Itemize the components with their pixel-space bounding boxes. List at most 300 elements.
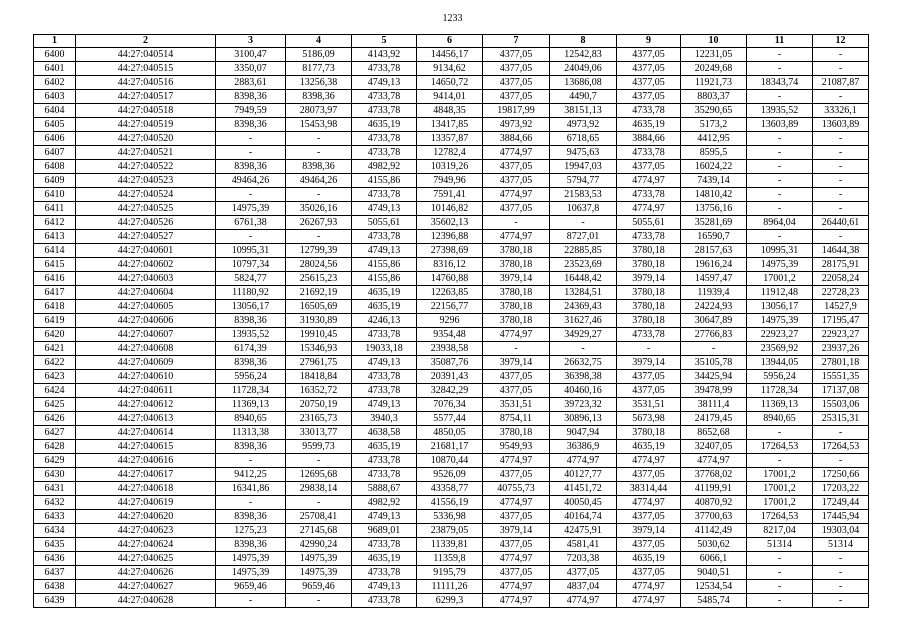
table-cell: 14975,39 <box>286 566 352 580</box>
table-cell: 24049,06 <box>550 62 617 76</box>
table-cell: 11939,4 <box>681 286 747 300</box>
table-cell: 4774,97 <box>483 146 550 160</box>
table-cell: 11369,13 <box>747 398 813 412</box>
table-cell: 27961,75 <box>286 356 352 370</box>
table-cell: - <box>747 62 813 76</box>
table-cell: - <box>216 454 286 468</box>
table-cell: - <box>617 342 681 356</box>
table-cell: 4774,97 <box>483 496 550 510</box>
table-row <box>34 62 869 76</box>
table-cell: 13056,17 <box>747 300 813 314</box>
table-cell: 26440,61 <box>813 216 869 230</box>
table-cell: 5055,61 <box>617 216 681 230</box>
column-header: 3 <box>216 35 286 48</box>
table-cell: 26267,93 <box>286 216 352 230</box>
table-cell: 44:27:040520 <box>76 132 216 146</box>
table-cell: 38111,4 <box>681 398 747 412</box>
table-cell: 11921,73 <box>681 76 747 90</box>
table-cell: 31930,89 <box>286 314 352 328</box>
table-cell: 3780,18 <box>617 314 681 328</box>
table-cell: 44:27:040623 <box>76 524 216 538</box>
table-cell: 44:27:040514 <box>76 48 216 62</box>
table-cell: 30647,89 <box>681 314 747 328</box>
table-cell: 44:27:040616 <box>76 454 216 468</box>
table-cell: - <box>216 496 286 510</box>
table-row <box>34 538 869 552</box>
table-cell: 5794,77 <box>550 174 617 188</box>
table-cell: 23879,05 <box>417 524 483 538</box>
table-cell: 14975,39 <box>747 258 813 272</box>
table-cell: 27145,68 <box>286 524 352 538</box>
table-cell: - <box>286 496 352 510</box>
table-cell: - <box>747 202 813 216</box>
column-header: 5 <box>352 35 417 48</box>
column-header: 2 <box>76 35 216 48</box>
table-cell: 7076,34 <box>417 398 483 412</box>
table-cell: 17264,53 <box>747 440 813 454</box>
table-cell: 4635,19 <box>352 286 417 300</box>
table-cell: 6426 <box>34 412 76 426</box>
table-cell: 12799,39 <box>286 244 352 258</box>
table-cell: 41142,49 <box>681 524 747 538</box>
table-cell: 4733,78 <box>352 188 417 202</box>
table-cell: 4982,92 <box>352 496 417 510</box>
table-cell: 9354,48 <box>417 328 483 342</box>
table-cell: 12231,05 <box>681 48 747 62</box>
table-cell: 4733,78 <box>617 328 681 342</box>
table-cell: 4155,86 <box>352 258 417 272</box>
table-cell: 4749,13 <box>352 76 417 90</box>
table-cell: 44:27:040515 <box>76 62 216 76</box>
table-cell: 9659,46 <box>216 580 286 594</box>
table-cell: 4774,97 <box>483 552 550 566</box>
table-cell: 12534,54 <box>681 580 747 594</box>
table-cell: 28157,63 <box>681 244 747 258</box>
table-cell: 16505,69 <box>286 300 352 314</box>
table-cell: 4377,05 <box>483 62 550 76</box>
table-cell: 22923,27 <box>747 328 813 342</box>
table-cell: 17001,2 <box>747 272 813 286</box>
table-cell: 6434 <box>34 524 76 538</box>
table-row <box>34 104 869 118</box>
table-cell: 4377,05 <box>617 510 681 524</box>
column-header: 12 <box>813 35 869 48</box>
table-cell: 8940,65 <box>216 412 286 426</box>
table-cell: 4733,78 <box>352 104 417 118</box>
table-cell: 6432 <box>34 496 76 510</box>
table-cell: 4581,41 <box>550 538 617 552</box>
table-cell: 37768,02 <box>681 468 747 482</box>
table-cell: 4635,19 <box>352 552 417 566</box>
table-cell: 4377,05 <box>617 370 681 384</box>
table-cell: 16352,72 <box>286 384 352 398</box>
table-cell: 44:27:040613 <box>76 412 216 426</box>
table-cell: 44:27:040609 <box>76 356 216 370</box>
table-cell: 15346,93 <box>286 342 352 356</box>
table-cell: 3979,14 <box>483 524 550 538</box>
table-cell: 4733,78 <box>352 230 417 244</box>
table-cell: 14527,9 <box>813 300 869 314</box>
table-cell: 11180,92 <box>216 286 286 300</box>
table-cell: 11369,13 <box>216 398 286 412</box>
table-cell: - <box>747 188 813 202</box>
table-cell: 4635,19 <box>352 300 417 314</box>
table-cell: 34929,27 <box>550 328 617 342</box>
table-cell: 19910,45 <box>286 328 352 342</box>
table-cell: 14975,39 <box>216 202 286 216</box>
table-cell: 44:27:040525 <box>76 202 216 216</box>
table-cell: 42990,24 <box>286 538 352 552</box>
table-cell: 3780,18 <box>617 258 681 272</box>
table-cell: - <box>813 230 869 244</box>
table-cell: 4850,05 <box>417 426 483 440</box>
table-cell: 4377,05 <box>617 48 681 62</box>
table-row <box>34 384 869 398</box>
table-cell: 25708,41 <box>286 510 352 524</box>
table-cell: 8177,73 <box>286 62 352 76</box>
table-cell: 5673,98 <box>617 412 681 426</box>
table-cell: 4774,97 <box>483 188 550 202</box>
table-cell: 22156,77 <box>417 300 483 314</box>
table-cell: 3780,18 <box>483 426 550 440</box>
table-cell: - <box>813 552 869 566</box>
table-row <box>34 146 869 160</box>
table-cell: 5336,98 <box>417 510 483 524</box>
table-cell: 4377,05 <box>550 566 617 580</box>
table-cell: 35281,69 <box>681 216 747 230</box>
table-cell: - <box>550 216 617 230</box>
column-header: 8 <box>550 35 617 48</box>
table-cell: 13603,89 <box>813 118 869 132</box>
table-cell: 44:27:040516 <box>76 76 216 90</box>
table-cell: 9047,94 <box>550 426 617 440</box>
table-cell: 44:27:040612 <box>76 398 216 412</box>
table-cell: - <box>747 552 813 566</box>
table-row <box>34 230 869 244</box>
table-cell: 6439 <box>34 594 76 608</box>
table-cell: 6424 <box>34 384 76 398</box>
table-cell: 12782,4 <box>417 146 483 160</box>
table-cell: 23523,69 <box>550 258 617 272</box>
table-cell: 6415 <box>34 258 76 272</box>
table-cell: 4774,97 <box>617 174 681 188</box>
table-cell: 4377,05 <box>617 160 681 174</box>
table-cell: 14975,39 <box>747 314 813 328</box>
table-cell: 23165,73 <box>286 412 352 426</box>
table-cell: 13284,51 <box>550 286 617 300</box>
table-cell: 28175,91 <box>813 258 869 272</box>
table-cell: 4377,05 <box>483 566 550 580</box>
table-cell: 3780,18 <box>617 286 681 300</box>
table-cell: 23938,58 <box>417 342 483 356</box>
table-cell: - <box>813 454 869 468</box>
table-cell: 3979,14 <box>617 524 681 538</box>
table-row <box>34 272 869 286</box>
table-cell: 4733,78 <box>352 90 417 104</box>
table-cell: 16341,86 <box>216 482 286 496</box>
table-cell: 4774,97 <box>681 454 747 468</box>
table-cell: 7949,96 <box>417 174 483 188</box>
table-cell: 6438 <box>34 580 76 594</box>
table-cell: 17250,66 <box>813 468 869 482</box>
table-cell: 4377,05 <box>483 160 550 174</box>
table-cell: 4733,78 <box>352 468 417 482</box>
table-cell: 9526,09 <box>417 468 483 482</box>
table-cell: - <box>216 146 286 160</box>
table-cell: 14810,42 <box>681 188 747 202</box>
table-cell: 3780,18 <box>483 258 550 272</box>
table-cell: 4635,19 <box>617 552 681 566</box>
table-cell: 4733,78 <box>352 594 417 608</box>
table-row <box>34 76 869 90</box>
table-cell: 15503,06 <box>813 398 869 412</box>
table-cell: 6174,39 <box>216 342 286 356</box>
table-cell: 44:27:040522 <box>76 160 216 174</box>
table-cell: 8964,04 <box>747 216 813 230</box>
table-cell: 13935,52 <box>216 328 286 342</box>
table-cell: 6401 <box>34 62 76 76</box>
table-cell: 6428 <box>34 440 76 454</box>
table-cell: 4377,05 <box>617 538 681 552</box>
table-cell: 44:27:040519 <box>76 118 216 132</box>
table-cell: 6404 <box>34 104 76 118</box>
table-cell: 8316,12 <box>417 258 483 272</box>
table-cell: 49464,26 <box>286 174 352 188</box>
table-cell: 33326,1 <box>813 104 869 118</box>
table-cell: 16024,22 <box>681 160 747 174</box>
table-cell: - <box>216 594 286 608</box>
table-cell: 17249,44 <box>813 496 869 510</box>
table-cell: - <box>813 594 869 608</box>
table-cell: 4733,78 <box>352 328 417 342</box>
table-cell: 44:27:040518 <box>76 104 216 118</box>
table-row <box>34 454 869 468</box>
table-cell: 3531,51 <box>617 398 681 412</box>
table-cell: 44:27:040602 <box>76 258 216 272</box>
table-cell: 44:27:040610 <box>76 370 216 384</box>
table-cell: - <box>286 188 352 202</box>
table-cell: 15453,98 <box>286 118 352 132</box>
table-cell: 7949,59 <box>216 104 286 118</box>
table-cell: 5055,61 <box>352 216 417 230</box>
table-cell: 4973,92 <box>483 118 550 132</box>
table-cell: 6761,38 <box>216 216 286 230</box>
table-cell: 7439,14 <box>681 174 747 188</box>
table-row <box>34 174 869 188</box>
table-cell: 10797,34 <box>216 258 286 272</box>
table-cell: - <box>747 160 813 174</box>
table-cell: - <box>813 202 869 216</box>
table-cell: 4412,95 <box>681 132 747 146</box>
table-cell: 18418,84 <box>286 370 352 384</box>
table-cell: 4635,19 <box>352 118 417 132</box>
table-cell: 6413 <box>34 230 76 244</box>
table-cell: 4377,05 <box>483 76 550 90</box>
table-cell: 4774,97 <box>550 594 617 608</box>
table-cell: 8803,37 <box>681 90 747 104</box>
table-row <box>34 342 869 356</box>
table-cell: 13935,52 <box>747 104 813 118</box>
table-cell: 27801,18 <box>813 356 869 370</box>
table-cell: - <box>216 132 286 146</box>
table-cell: 11728,34 <box>747 384 813 398</box>
table-cell: 8398,36 <box>216 510 286 524</box>
column-header: 11 <box>747 35 813 48</box>
table-cell: 4377,05 <box>483 468 550 482</box>
table-cell: 24369,43 <box>550 300 617 314</box>
table-cell: 12396,88 <box>417 230 483 244</box>
table-cell: 13603,89 <box>747 118 813 132</box>
table-cell: 4733,78 <box>617 188 681 202</box>
table-row <box>34 468 869 482</box>
table-cell: 14597,47 <box>681 272 747 286</box>
table-cell: 20750,19 <box>286 398 352 412</box>
table-cell: 13056,17 <box>216 300 286 314</box>
table-body <box>34 48 869 608</box>
table-cell: - <box>813 426 869 440</box>
table-cell: 6408 <box>34 160 76 174</box>
table-cell: 9414,01 <box>417 90 483 104</box>
table-cell: 3531,51 <box>483 398 550 412</box>
column-header: 10 <box>681 35 747 48</box>
table-cell: - <box>813 580 869 594</box>
table-cell: 28024,56 <box>286 258 352 272</box>
table-row <box>34 132 869 146</box>
table-cell: 10995,31 <box>747 244 813 258</box>
table-cell: 39723,32 <box>550 398 617 412</box>
data-table <box>33 34 869 608</box>
table-cell: 44:27:040604 <box>76 286 216 300</box>
table-cell: 8398,36 <box>216 538 286 552</box>
table-cell: 9040,51 <box>681 566 747 580</box>
table-cell: 4749,13 <box>352 580 417 594</box>
table-cell: 6437 <box>34 566 76 580</box>
table-cell: 32842,29 <box>417 384 483 398</box>
table-cell: 26632,75 <box>550 356 617 370</box>
table-cell: 22923,27 <box>813 328 869 342</box>
table-cell: 17001,2 <box>747 496 813 510</box>
table-row <box>34 356 869 370</box>
table-cell: 8398,36 <box>286 160 352 174</box>
table-cell: 4143,92 <box>352 48 417 62</box>
table-cell: 9134,62 <box>417 62 483 76</box>
table-cell: 6433 <box>34 510 76 524</box>
table-cell: 40870,92 <box>681 496 747 510</box>
table-cell: 34425,94 <box>681 370 747 384</box>
table-cell: 4733,78 <box>352 370 417 384</box>
table-row <box>34 258 869 272</box>
table-cell: 23569,92 <box>747 342 813 356</box>
table-cell: 3780,18 <box>617 244 681 258</box>
table-cell: 18343,74 <box>747 76 813 90</box>
table-cell: 6418 <box>34 300 76 314</box>
table-cell: 14760,88 <box>417 272 483 286</box>
table-cell: 35290,65 <box>681 104 747 118</box>
table-cell: 3884,66 <box>483 132 550 146</box>
table-cell: - <box>813 90 869 104</box>
table-cell: 14650,72 <box>417 76 483 90</box>
table-row <box>34 594 869 608</box>
table-row <box>34 314 869 328</box>
table-cell: 4733,78 <box>352 454 417 468</box>
table-cell: 33013,77 <box>286 426 352 440</box>
table-cell: 8398,36 <box>216 90 286 104</box>
table-cell: 3780,18 <box>483 314 550 328</box>
table-cell: 27398,69 <box>417 244 483 258</box>
table-cell: 4733,78 <box>352 384 417 398</box>
table-cell: 4774,97 <box>550 454 617 468</box>
table-cell: 44:27:040603 <box>76 272 216 286</box>
column-header: 4 <box>286 35 352 48</box>
table-cell: 41199,91 <box>681 482 747 496</box>
table-row <box>34 90 869 104</box>
table-cell: - <box>813 146 869 160</box>
table-cell: 3780,18 <box>617 300 681 314</box>
table-cell: 11359,8 <box>417 552 483 566</box>
table-cell: 40460,16 <box>550 384 617 398</box>
table-cell: 4774,97 <box>483 580 550 594</box>
table-cell: 5173,2 <box>681 118 747 132</box>
table-cell: 44:27:040626 <box>76 566 216 580</box>
table-cell: 20391,43 <box>417 370 483 384</box>
table-cell: 44:27:040615 <box>76 440 216 454</box>
column-header: 1 <box>34 35 76 48</box>
table-cell: 4377,05 <box>483 370 550 384</box>
table-cell: 6066,1 <box>681 552 747 566</box>
column-header: 9 <box>617 35 681 48</box>
table-cell: 36386,9 <box>550 440 617 454</box>
table-cell: 4377,05 <box>483 48 550 62</box>
table-row <box>34 300 869 314</box>
table-cell: 4848,35 <box>417 104 483 118</box>
table-cell: 4774,97 <box>617 496 681 510</box>
table-cell: 14975,39 <box>216 566 286 580</box>
table-cell: 17001,2 <box>747 482 813 496</box>
table-cell: 40164,74 <box>550 510 617 524</box>
table-cell: 6414 <box>34 244 76 258</box>
table-cell: 21692,19 <box>286 286 352 300</box>
table-row <box>34 426 869 440</box>
table-cell: 8940,65 <box>747 412 813 426</box>
table-cell: 4733,78 <box>352 132 417 146</box>
table-cell: 4155,86 <box>352 174 417 188</box>
table-cell: 30896,13 <box>550 412 617 426</box>
table-cell: 44:27:040606 <box>76 314 216 328</box>
table-cell: 3350,07 <box>216 62 286 76</box>
table-cell: 4973,92 <box>550 118 617 132</box>
table-row <box>34 552 869 566</box>
table-cell: 4749,13 <box>352 244 417 258</box>
table-cell: 6430 <box>34 468 76 482</box>
table-cell: 4774,97 <box>483 454 550 468</box>
table-cell: 4490,7 <box>550 90 617 104</box>
table-cell: 4377,05 <box>617 76 681 90</box>
table-cell: 44:27:040517 <box>76 90 216 104</box>
table-cell: 40755,73 <box>483 482 550 496</box>
table-cell: 6419 <box>34 314 76 328</box>
table-cell: 15551,35 <box>813 370 869 384</box>
table-cell: 44:27:040625 <box>76 552 216 566</box>
table-row <box>34 370 869 384</box>
table-row <box>34 524 869 538</box>
table-cell: - <box>216 188 286 202</box>
table-cell: 8754,11 <box>483 412 550 426</box>
table-cell: 4733,78 <box>352 566 417 580</box>
table-cell: 9659,46 <box>286 580 352 594</box>
table-cell: - <box>813 566 869 580</box>
table-cell: 6416 <box>34 272 76 286</box>
table-cell: 4377,05 <box>617 468 681 482</box>
